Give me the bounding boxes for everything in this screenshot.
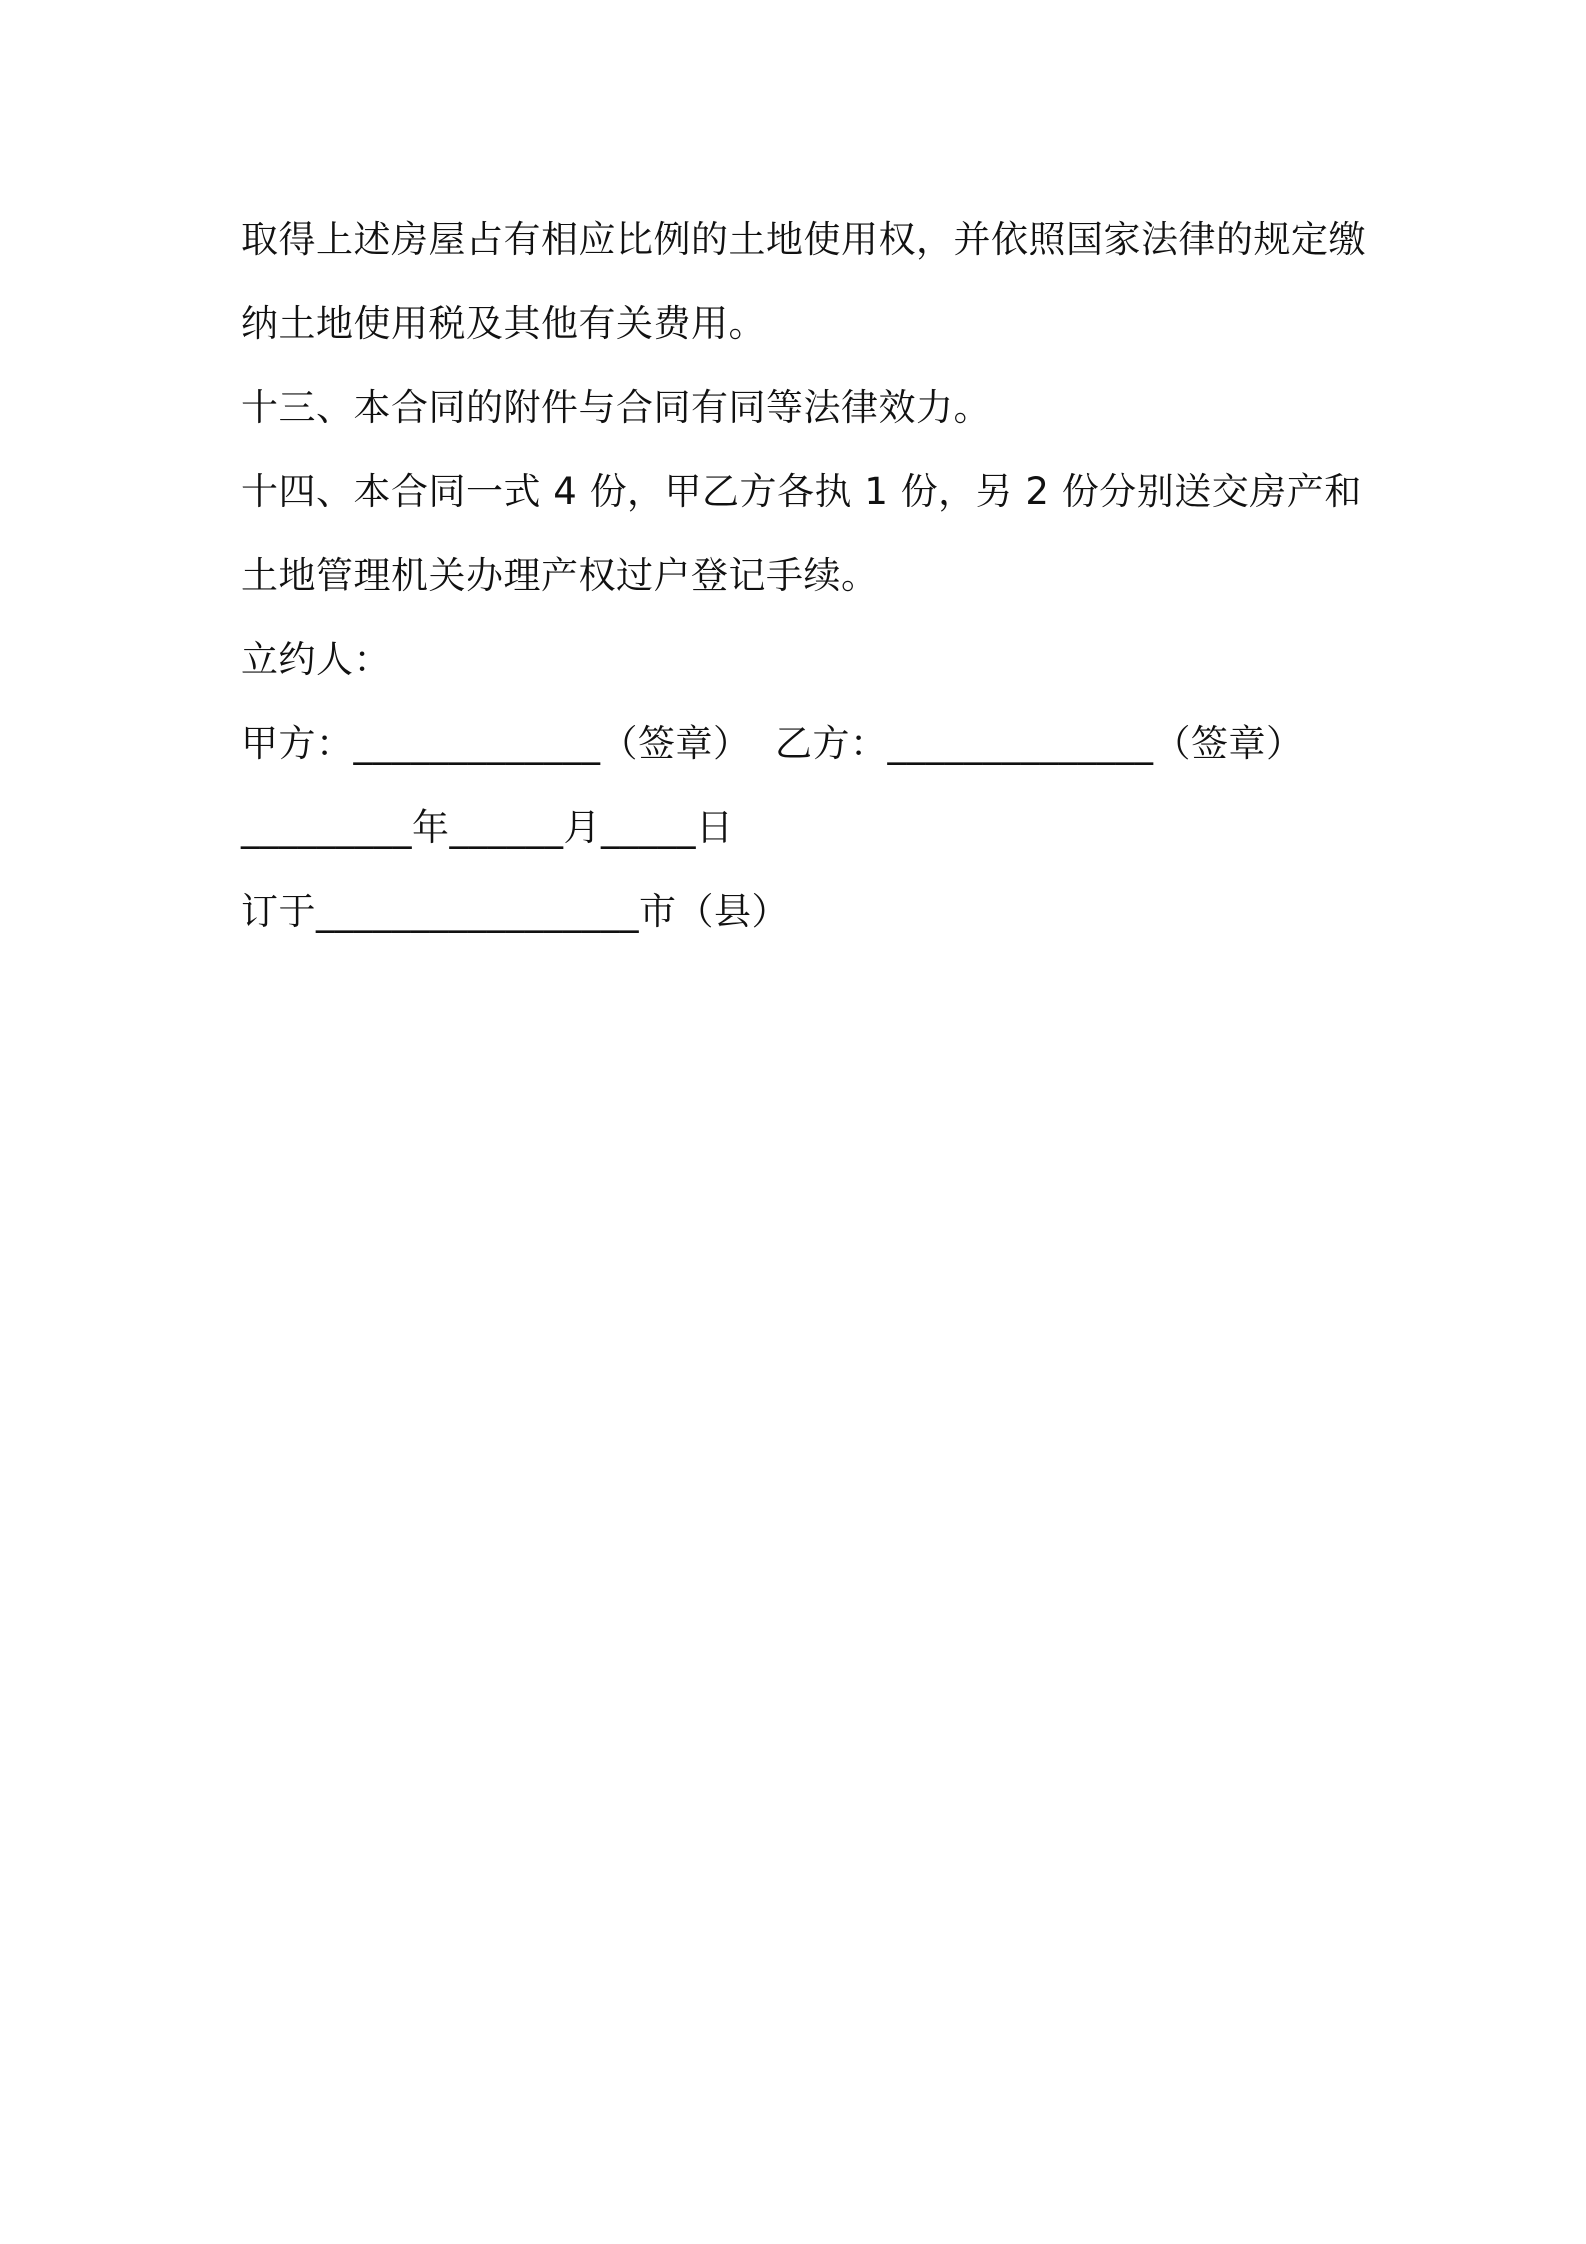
text-line: _________年______月_____日 (241, 806, 734, 849)
signature-line-parties (241, 702, 1351, 786)
clause-14 (241, 450, 1362, 534)
text-line: 订于_________________市（县） (241, 890, 789, 933)
text-line: 十三、本合同的附件与合同有同等法律效力。 (241, 386, 991, 429)
text-line: 十四、本合同一式 4 份，甲乙方各执 1 份，另 2 份分别送交房产和 (241, 470, 1362, 513)
text-line: 甲方：_____________（签章） 乙方：______________（签章） (241, 722, 1304, 765)
paragraph-land-use-rights (241, 198, 1366, 282)
paragraph-land-use-tax (241, 282, 1351, 366)
place-line (241, 870, 1351, 954)
document-body (241, 198, 1366, 954)
text-line: 立约人： (241, 638, 391, 681)
date-line (241, 786, 1351, 870)
clause-14-continued (241, 534, 1351, 618)
signatories-heading (241, 618, 1351, 702)
clause-13 (241, 366, 1351, 450)
text-line: 土地管理机关办理产权过户登记手续。 (241, 554, 879, 597)
text-line: 取得上述房屋占有相应比例的土地使用权，并依照国家法律的规定缴 (241, 218, 1366, 261)
text-line: 纳土地使用税及其他有关费用。 (241, 302, 766, 345)
